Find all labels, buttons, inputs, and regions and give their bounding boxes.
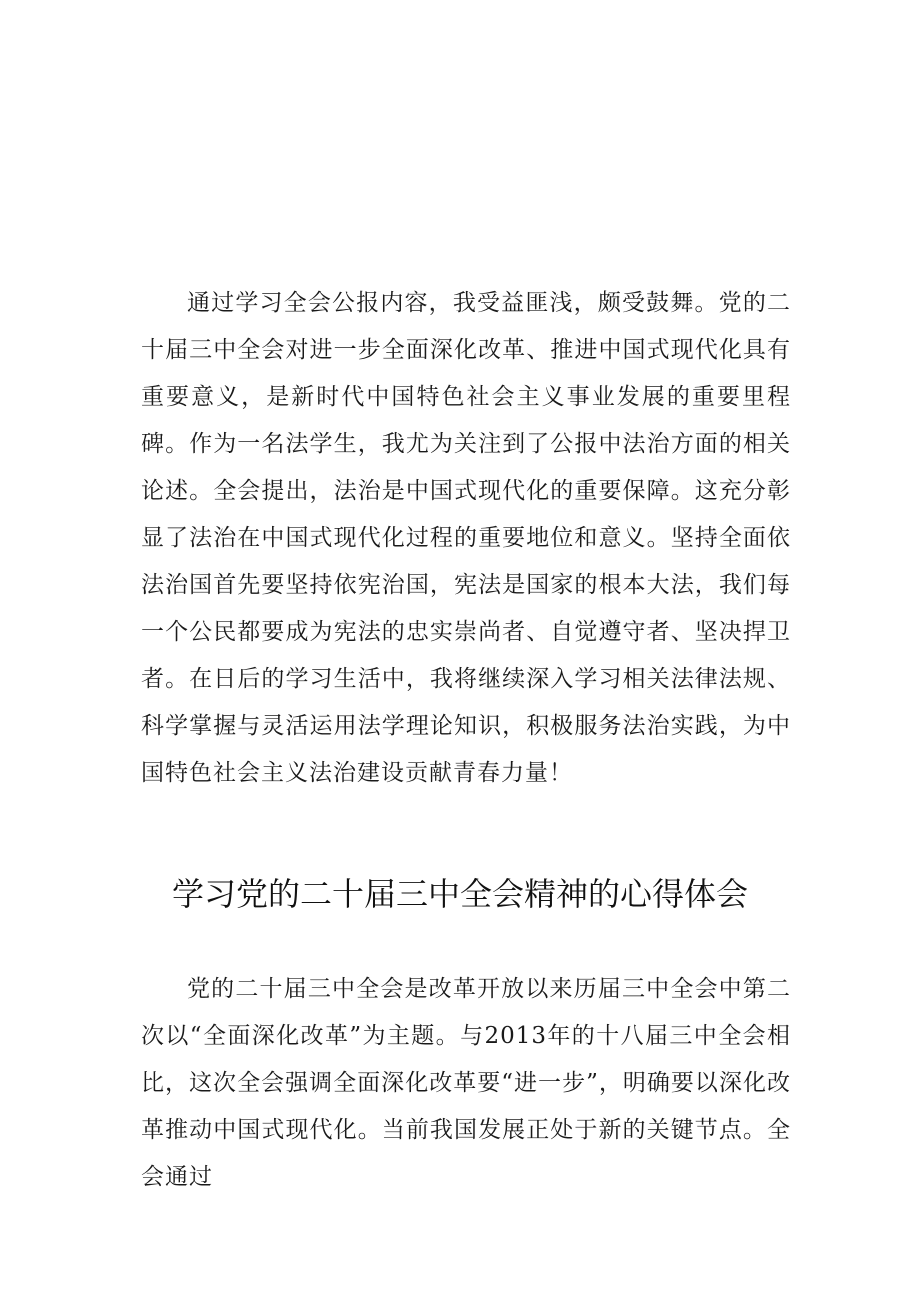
body-paragraph-2: 党的二十届三中全会是改革开放以来历届三中全会中第二次以“全面深化改革”为主题。与2013年的十八届三中全会相比，这次全会强调全面深化改革要“进一步”，明确要以深化改革推动中国式现代化。当前我国发展正处于新的关键节点。全会通过 xyxy=(141,976,791,1190)
section-title: 学习党的二十届三中全会精神的心得体会 xyxy=(171,875,748,913)
body-paragraph-1: 通过学习全会公报内容，我受益匪浅，颇受鼓舞。党的二十届三中全会对进一步全面深化改革、推进中国式现代化具有重要意义，是新时代中国特色社会主义事业发展的重要里程碑。作为一名法学生，我尤为关注到了公报中法治方面的相关论述。全会提出，法治是中国式现代化的重要保障。这充分彰显了法治在中国式现代化过程的重要地位和意义。坚持全面依法治国首先要坚持依宪治国，宪法是国家的根本大法，我们每一个公民都要成为宪法的忠实崇尚者、自觉遵守者、坚决捍卫者。在日后的学习生活中，我将继续深入学习相关法律法规、科学掌握与灵活运用法学理论知识，积极服务法治实践，为中国特色社会主义法治建设贡献青春力量！ xyxy=(141,290,791,786)
